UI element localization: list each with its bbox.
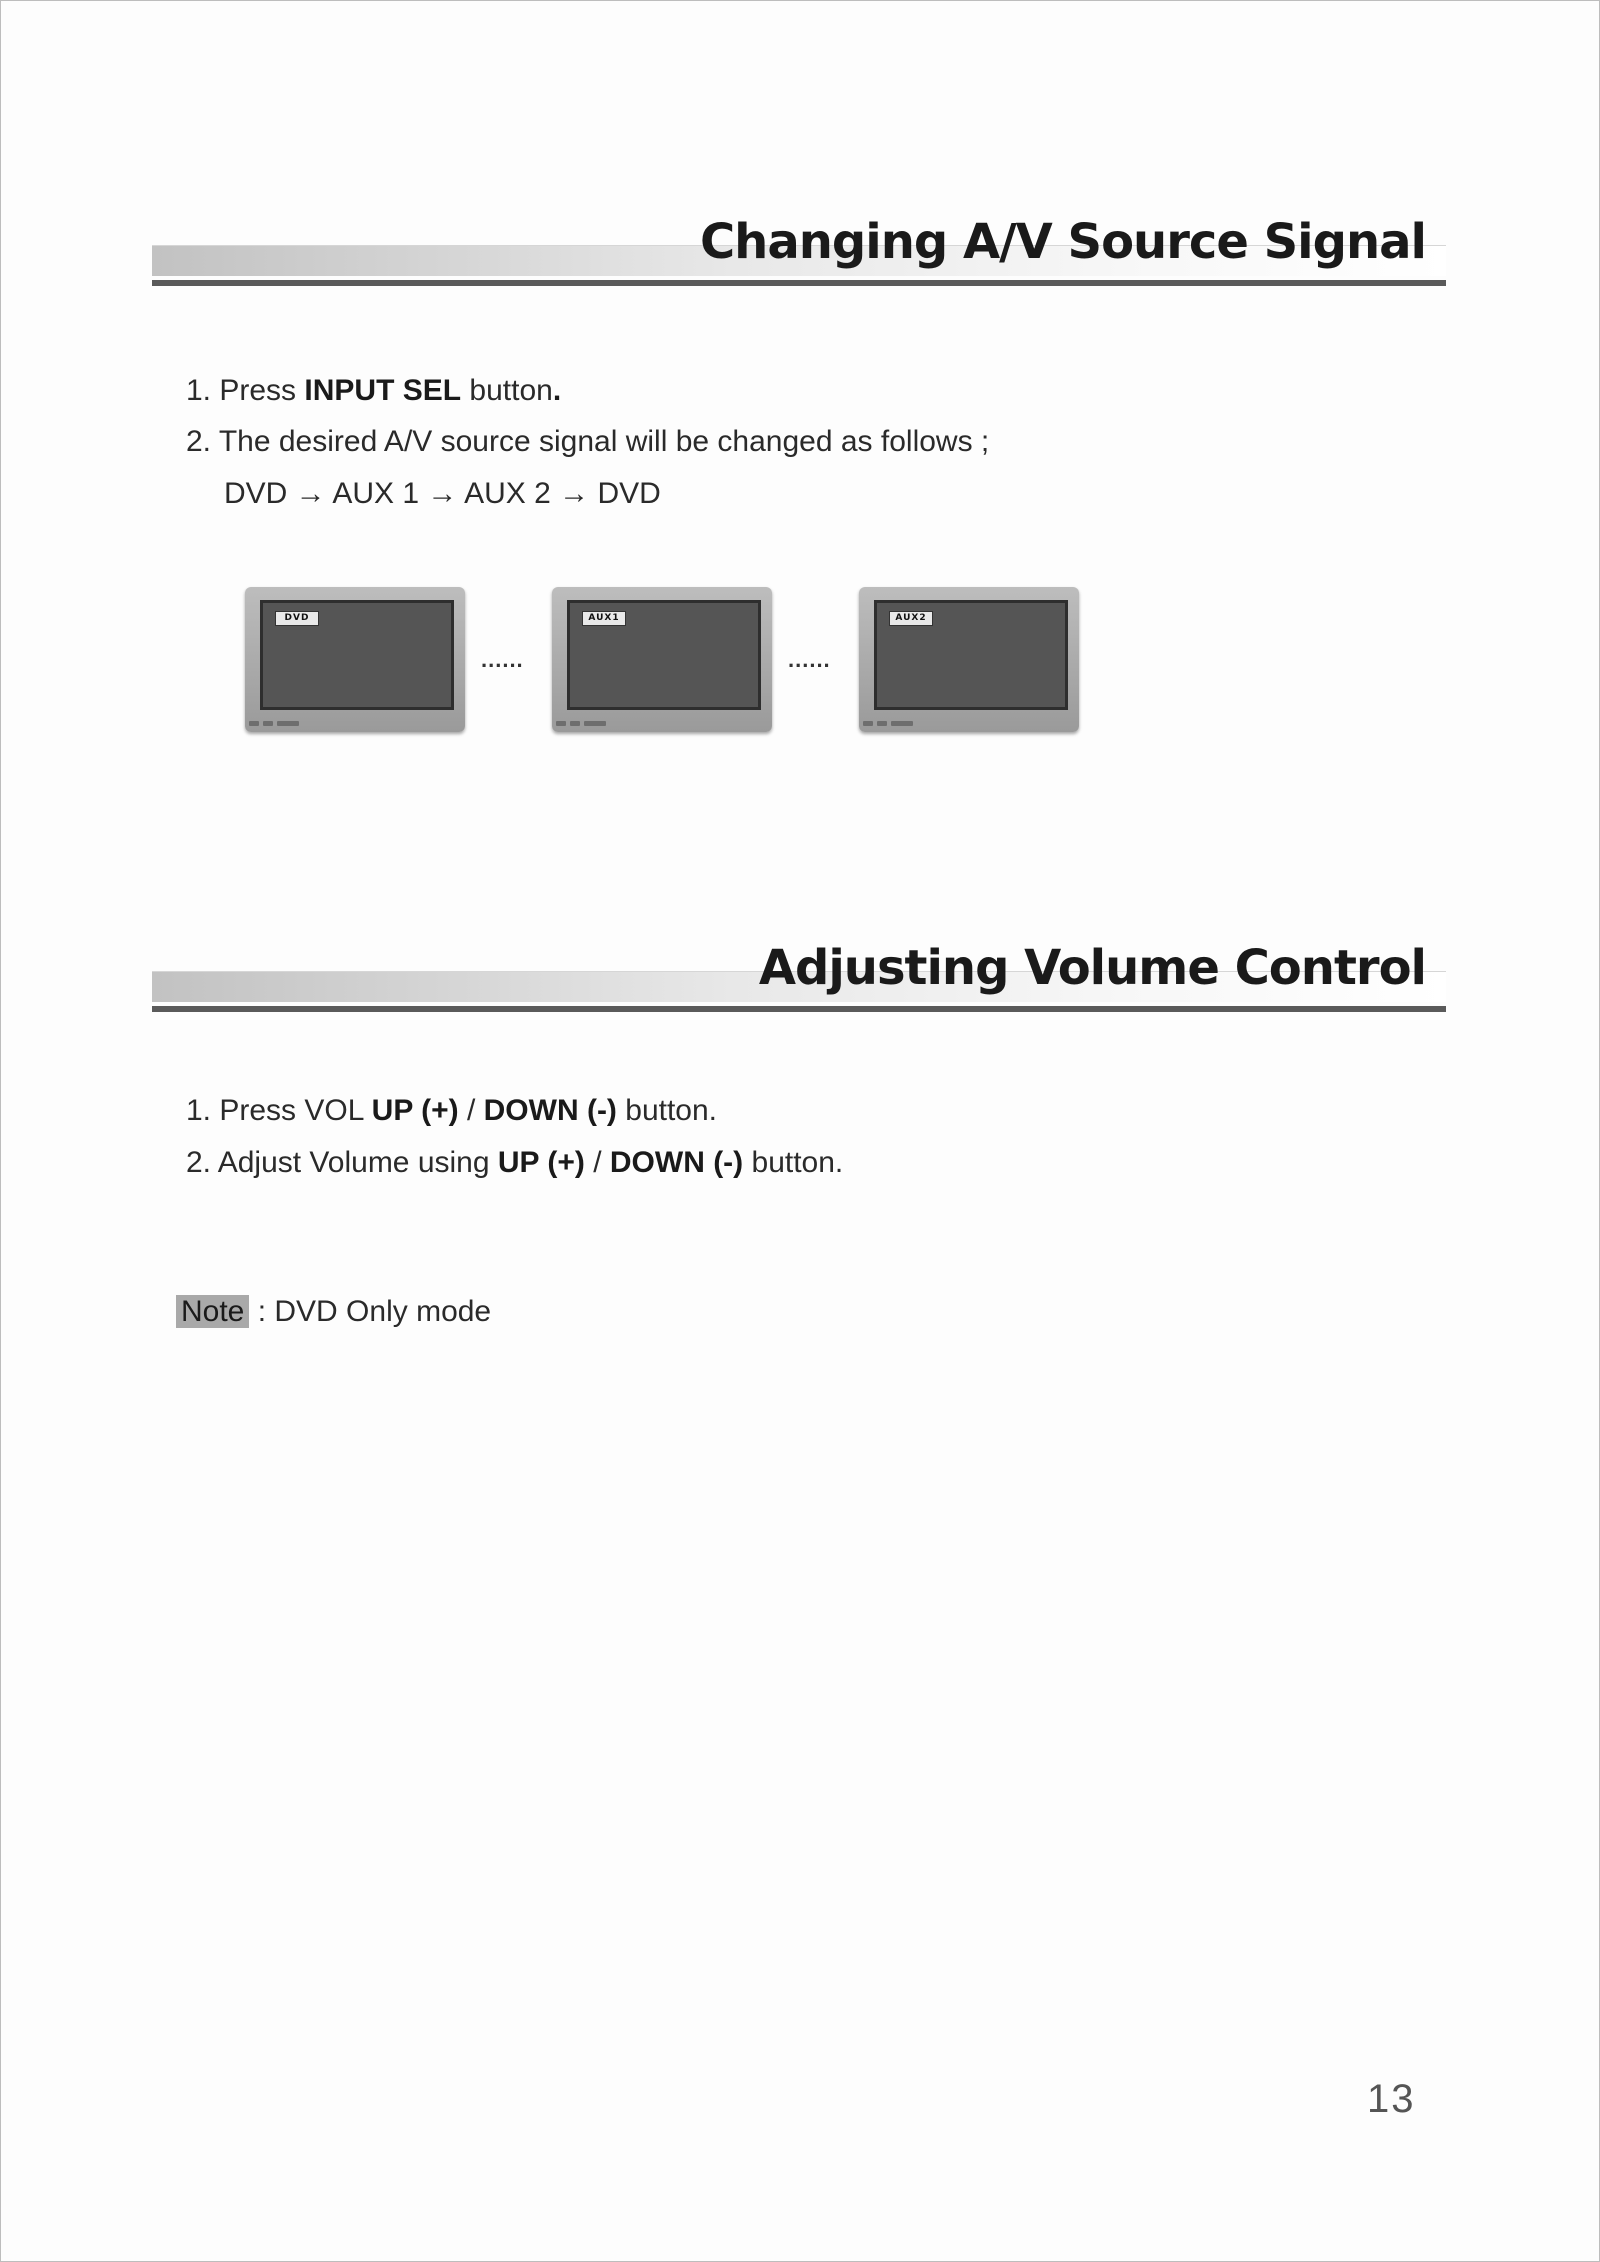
page-number: 13 bbox=[1367, 2077, 1416, 2121]
sequence-dots: ...... bbox=[481, 647, 524, 672]
sequence-dots: ...... bbox=[788, 647, 831, 672]
note-text: : DVD Only mode bbox=[249, 1295, 492, 1328]
step-2-source-change: 2. The desired A/V source signal will be changed as follows ; bbox=[186, 425, 990, 458]
step-2-adjust-volume: 2. Adjust Volume using UP (+) / DOWN (-) button. bbox=[186, 1146, 844, 1179]
monitor-aux2 bbox=[859, 587, 1079, 732]
source-sequence: DVD → AUX 1 → AUX 2 → DVD bbox=[224, 477, 661, 510]
monitor-screen bbox=[874, 600, 1068, 710]
step-1-press-vol: 1. Press VOL UP (+) / DOWN (-) button. bbox=[186, 1094, 718, 1127]
section-title: Adjusting Volume Control bbox=[758, 940, 1426, 996]
note bbox=[176, 1294, 491, 1330]
step-1-input-sel: 1. Press INPUT SEL button. bbox=[186, 374, 562, 407]
monitor-aux1 bbox=[552, 587, 772, 732]
monitor-buttons bbox=[249, 721, 309, 727]
monitor-buttons bbox=[556, 721, 616, 727]
section-title: Changing A/V Source Signal bbox=[699, 214, 1426, 270]
screen-label-aux2: AUX2 bbox=[889, 611, 933, 626]
monitor-buttons bbox=[863, 721, 923, 727]
screen-label-dvd: DVD bbox=[275, 611, 319, 626]
monitor-screen bbox=[567, 600, 761, 710]
header-rule bbox=[152, 1006, 1446, 1012]
header-rule bbox=[152, 280, 1446, 286]
monitor-dvd bbox=[245, 587, 465, 732]
source-screens-illustration bbox=[245, 587, 1080, 737]
note-label: Note bbox=[176, 1295, 249, 1328]
section-header-volume bbox=[152, 922, 1446, 1012]
section-header-av-source bbox=[152, 196, 1446, 286]
monitor-screen bbox=[260, 600, 454, 710]
screen-label-aux1: AUX1 bbox=[582, 611, 626, 626]
